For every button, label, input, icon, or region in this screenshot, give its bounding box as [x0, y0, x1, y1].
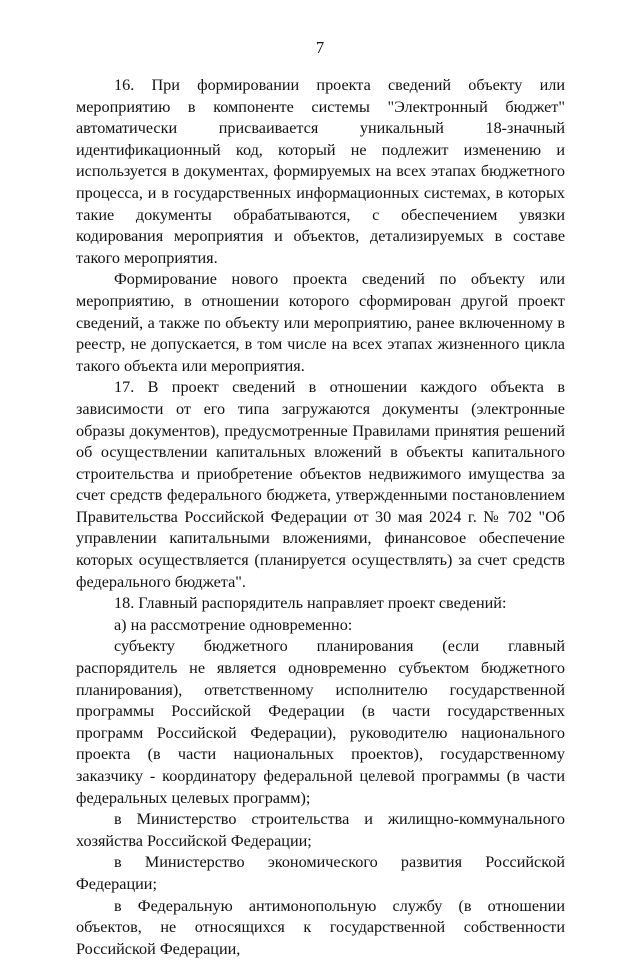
paragraph-mineconomy: в Министерство экономического развития Российской Федерации; [76, 853, 565, 893]
paragraph-18: 18. Главный распорядитель направляет проект сведений: [114, 594, 507, 613]
paragraph-18a: а) на рассмотрение одновременно: [114, 615, 353, 634]
paragraph-minstroy: в Министерство строительства и жилищно-коммунального хозяйства Российской Федерации; [76, 810, 565, 850]
paragraph-16: 16. При формировании проекта сведений объекту или мероприятию в компоненте системы "Электронный бюджет" автоматически присваивается уникальный 18-значный идентификационный код, который не подлежит изменению и используется в документах, формируемых на всех этапах бюджетного процесса, и в государственных информационных системах, в которых такие документы обрабатываются, с обеспечением увязки кодирования мероприятия и объектов, детализируемых в составе такого мероприятия. [76, 76, 565, 267]
page-number: 7 [315, 38, 325, 57]
paragraph-17: 17. В проект сведений в отношении каждого объекта в зависимости от его типа загружаются документы (электронные образы документов), предусмотренные Правилами принятия решений об осуществлении капитальных вложений в объекты капитального строительства и приобретение объектов недвижимого имущества за счет средств федерального бюджета, утвержденными постановлением Правительства Российской Федерации от 30 мая 2024 г. № 702 "Об управлении капитальными вложениями, финансовое обеспечение которых осуществляется (планируется осуществлять) за счет средств федерального бюджета". [76, 378, 565, 591]
paragraph-subject-planning: субъекту бюджетного планирования (если главный распорядитель не является одновременно субъектом бюджетного планирования), ответственному исполнителю государственной программы Российской Федерации (в части государственных программ Российской Федерации), руководителю национального проекта (в части национальных проектов), государственному заказчику - координатору федеральной целевой программы (в части федеральных целевых программ); [76, 637, 565, 807]
document-body [76, 75, 565, 960]
paragraph-new-project: Формирование нового проекта сведений по объекту или мероприятию, в отношении которого сформирован другой проект сведений, а также по объекту или мероприятию, ранее включенному в реестр, не допускается, в том числе на всех этапах жизненного цикла такого объекта или мероприятия. [76, 270, 565, 375]
paragraph-fas: в Федеральную антимонопольную службу (в отношении объектов, не относящихся к государственной собственности Российской Федерации, [76, 896, 565, 958]
